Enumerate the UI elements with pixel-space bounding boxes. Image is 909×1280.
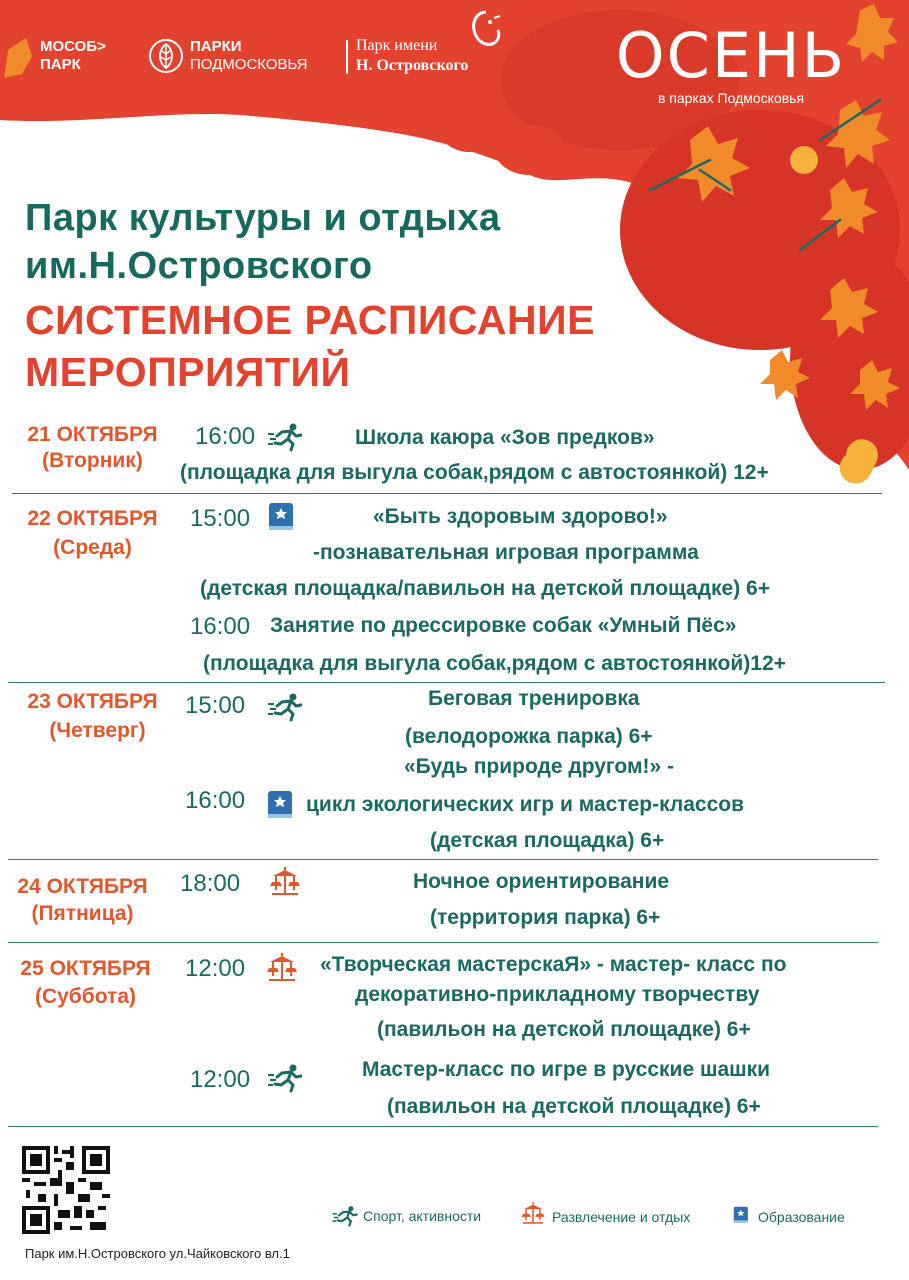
mosoblpark-logo-line2: ПАРК xyxy=(40,56,81,73)
park-title-line1: Парк культуры и отдыха xyxy=(25,197,501,239)
autumn-logo-title: ОСЕНЬ xyxy=(615,19,847,92)
weekday-label: (Четверг) xyxy=(49,719,146,742)
sport-icon xyxy=(268,1063,302,1093)
parki-podmoskovya-logo xyxy=(190,38,308,74)
date-label: 25 ОКТЯБРЯ xyxy=(20,957,151,980)
legend-sport-label: Спорт, активности xyxy=(363,1208,482,1224)
event-time: 15:00 xyxy=(190,505,251,532)
education-icon xyxy=(265,790,299,820)
event-title: «Творческая мастерскаЯ» - мастер- класс по xyxy=(320,953,787,976)
parki-logo-line2: ПОДМОСКОВЬЯ xyxy=(190,56,308,73)
event-subtitle: декоративно-прикладному творчеству xyxy=(355,983,760,1006)
legend-entertainment-label: Развлечение и отдых xyxy=(552,1209,691,1225)
event-location: (площадка для выгула собак,рядом с автостоянкой)12+ xyxy=(203,652,786,675)
legend-entertainment-icon xyxy=(520,1200,546,1226)
event-title: «Быть здоровым здорово!» xyxy=(373,505,668,528)
event-location: (велодорожка парка) 6+ xyxy=(405,725,653,748)
event-location: (павильон на детской площадке) 6+ xyxy=(377,1018,751,1041)
weekday-label: (Вторник) xyxy=(42,449,143,472)
divider xyxy=(8,1126,878,1127)
date-label: 21 ОКТЯБРЯ xyxy=(27,423,158,446)
event-title: Ночное ориентирование xyxy=(413,870,670,893)
date-label: 22 ОКТЯБРЯ xyxy=(27,507,158,530)
parki-leaf-icon xyxy=(148,38,184,74)
divider xyxy=(8,859,878,860)
legend-education-label: Образование xyxy=(758,1209,845,1225)
logo-divider xyxy=(346,40,348,74)
event-time: 18:00 xyxy=(180,870,241,897)
sport-icon xyxy=(268,692,302,722)
event-title: Мастер-класс по игре в русские шашки xyxy=(362,1058,771,1081)
event-subtitle: -познавательная игровая программа xyxy=(313,541,699,564)
parki-logo-line1: ПАРКИ xyxy=(190,38,242,55)
event-title: Беговая тренировка xyxy=(428,687,640,710)
park-logo-line2: Н. Островского xyxy=(356,57,469,74)
legend-sport-icon xyxy=(332,1205,358,1227)
mosoblpark-logo-line1: МОСОБ> xyxy=(40,38,106,55)
event-location: (территория парка) 6+ xyxy=(430,906,661,929)
education-icon xyxy=(266,502,300,532)
schedule-title-line1: СИСТЕМНОЕ РАСПИСАНИЕ xyxy=(25,297,595,343)
park-ostrovsky-logo xyxy=(356,36,468,76)
date-label: 24 ОКТЯБРЯ xyxy=(17,875,148,898)
event-title: Занятие по дрессировке собак «Умный Пёс» xyxy=(270,614,737,637)
divider xyxy=(8,942,878,943)
event-time: 15:00 xyxy=(185,692,246,719)
entertainment-icon xyxy=(265,952,299,982)
legend-education-icon xyxy=(732,1205,752,1225)
weekday-label: (Среда) xyxy=(53,536,132,559)
event-location: (детская площадка) 6+ xyxy=(430,829,665,852)
weekday-label: (Пятница) xyxy=(31,902,134,925)
footer-address: Парк им.Н.Островского ул.Чайковского вл.1 xyxy=(25,1246,290,1261)
divider xyxy=(12,493,882,494)
event-title: Школа каюра «Зов предков» xyxy=(355,426,655,449)
event-time: 16:00 xyxy=(195,423,256,450)
event-time: 16:00 xyxy=(185,787,246,814)
event-title: «Будь природе другом!» - xyxy=(404,755,674,778)
schedule-title-line2: МЕРОПРИЯТИЙ xyxy=(25,349,351,395)
event-time: 12:00 xyxy=(185,955,246,982)
autumn-logo xyxy=(596,19,866,106)
park-logo-line1: Парк имени xyxy=(356,37,438,54)
event-time: 12:00 xyxy=(190,1066,251,1093)
event-location: (павильон на детской площадке) 6+ xyxy=(387,1095,761,1118)
event-subtitle: цикл экологических игр и мастер-классов xyxy=(306,793,744,816)
autumn-logo-subtitle: в парках Подмосковья xyxy=(657,90,805,106)
weekday-label: (Суббота) xyxy=(34,985,137,1008)
event-location: (детская площадка/павильон на детской площадке) 6+ xyxy=(200,577,770,600)
mosoblpark-logo xyxy=(40,38,106,74)
bird-icon xyxy=(466,8,506,54)
entertainment-icon xyxy=(268,866,302,896)
qr-code xyxy=(22,1146,110,1234)
event-location: (площадка для выгула собак,рядом с автостоянкой) 12+ xyxy=(180,461,769,484)
divider xyxy=(8,682,885,683)
sport-icon xyxy=(268,422,302,452)
event-time: 16:00 xyxy=(190,613,251,640)
date-label: 23 ОКТЯБРЯ xyxy=(27,690,158,713)
park-title-line2: им.Н.Островского xyxy=(25,245,373,287)
